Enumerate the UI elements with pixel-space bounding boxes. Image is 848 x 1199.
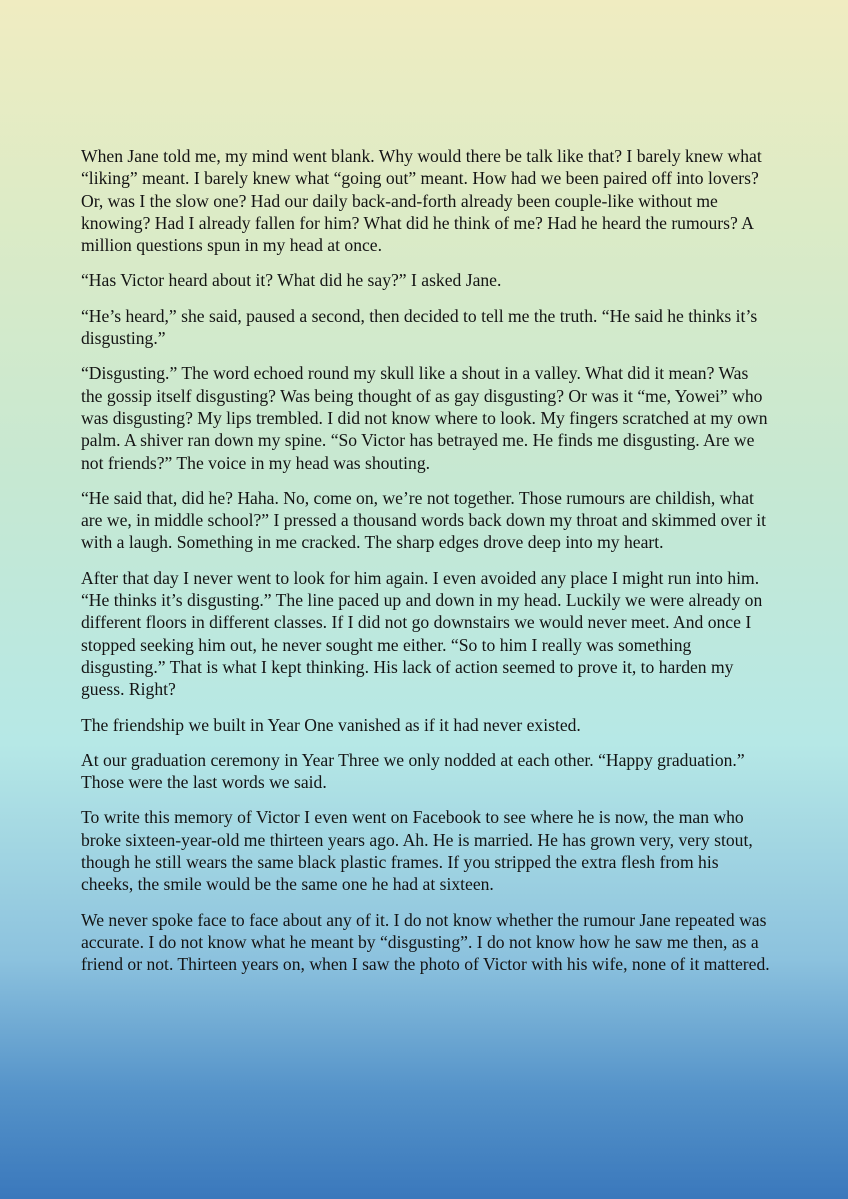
paragraph-5: “He said that, did he? Haha. No, come on, we’re not together. Those rumours are childish, what are we, in middle school?” I pressed a thousand words back down my throat and skimmed over it with a laugh. Something in me cracked. The sharp edges drove deep into my heart. xyxy=(81,487,767,553)
paragraph-9: To write this memory of Victor I even went on Facebook to see where he is now, the man who broke sixteen-year-old me thirteen years ago. Ah. He is married. He has grown very, very stout, though he still wears the same black plastic frames. If you stripped the extra flesh from his cheeks, the smile would be the same one he had at sixteen. xyxy=(81,807,753,895)
paragraph-3: “He’s heard,” she said, paused a second, then decided to tell me the truth. “He said he thinks it’s disgusting.” xyxy=(81,305,758,349)
paragraph-2: “Has Victor heard about it? What did he say?” I asked Jane. xyxy=(81,270,502,291)
paragraph-7: The friendship we built in Year One vanished as if it had never existed. xyxy=(81,714,581,735)
document-body xyxy=(81,145,771,989)
paragraph-4: “Disgusting.” The word echoed round my skull like a shout in a valley. What did it mean? Was the gossip itself disgusting? Was being thought of as gay disgusting? Or was it “me, Yowei” who was disgusting? My lips trembled. I did not know where to look. My fingers scratched at my own palm. A shiver ran down my spine. “So Victor has betrayed me. He finds me disgusting. Are we not friends?” The voice in my head was shouting. xyxy=(81,363,768,473)
paragraph-1: When Jane told me, my mind went blank. Why would there be talk like that? I barely knew what “liking” meant. I barely knew what “going out” meant. How had we been paired off into lovers? Or, was I the slow one? Had our daily back-and-forth already been couple-like without me knowing? Had I already fallen for him? What did he think of me? Had he heard the rumours? A million questions spun in my head at once. xyxy=(81,146,762,256)
paragraph-10: We never spoke face to face about any of it. I do not know whether the rumour Jane repeated was accurate. I do not know what he meant by “disgusting”. I do not know how he saw me then, as a friend or not. Thirteen years on, when I saw the photo of Victor with his wife, none of it mattered. xyxy=(81,909,770,975)
paragraph-6: After that day I never went to look for him again. I even avoided any place I might run into him. “He thinks it’s disgusting.” The line paced up and down in my head. Luckily we were already on different floors in different classes. If I did not go downstairs we would never meet. And once I stopped seeking him out, he never sought me either. “So to him I really was something disgusting.” That is what I kept thinking. His lack of action seemed to prove it, to harden my guess. Right? xyxy=(81,567,763,700)
paragraph-8: At our graduation ceremony in Year Three we only nodded at each other. “Happy graduation.” Those were the last words we said. xyxy=(81,749,745,793)
